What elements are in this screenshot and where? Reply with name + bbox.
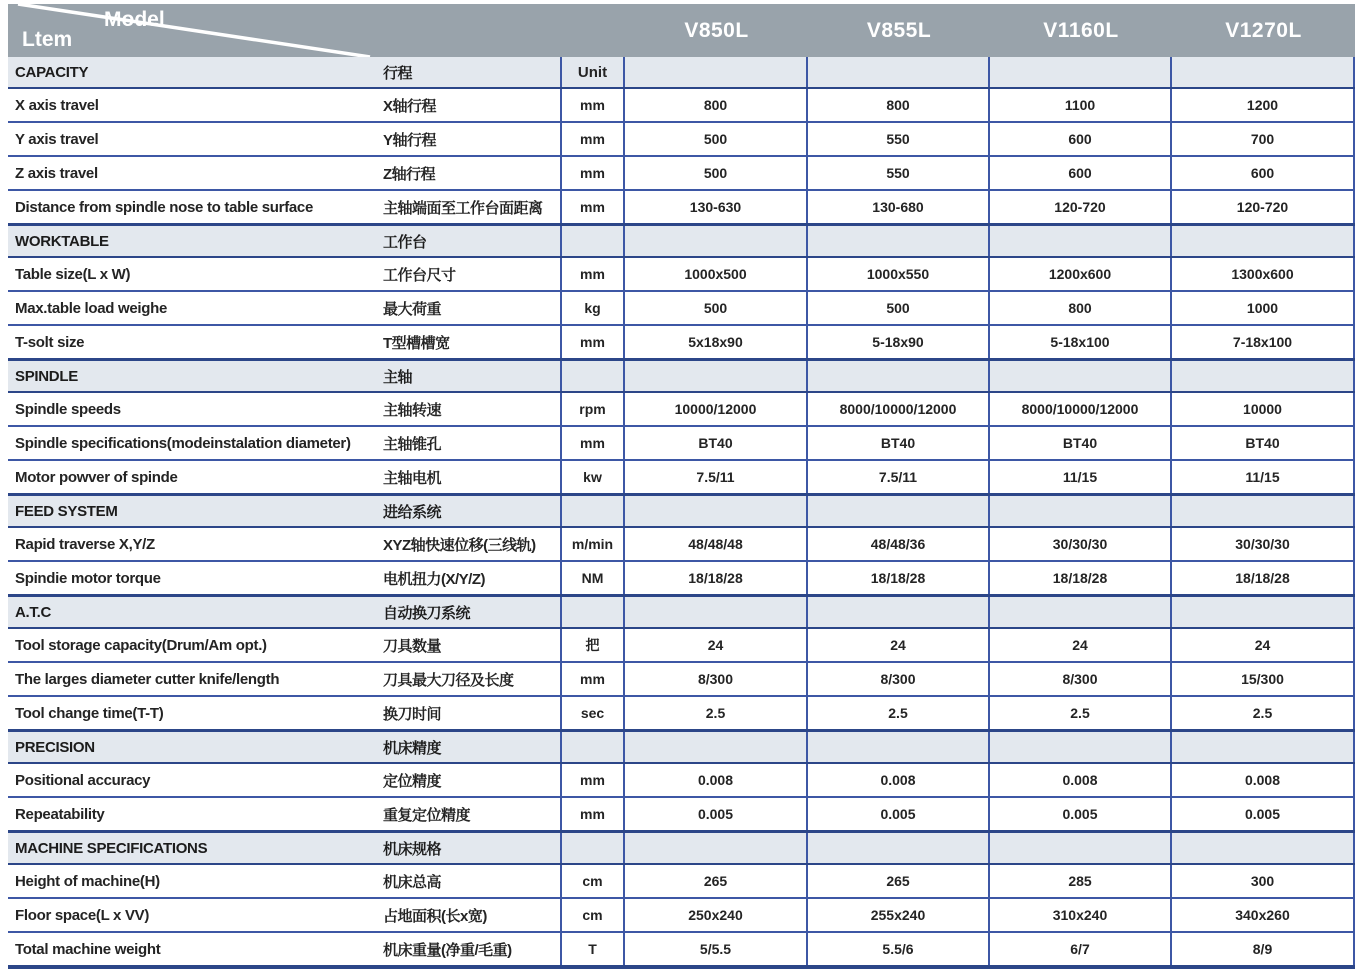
section-title-en: FEED SYSTEM bbox=[15, 502, 118, 520]
spec-value: BT40 bbox=[625, 427, 808, 459]
spec-value: 18/18/28 bbox=[990, 562, 1172, 594]
section-empty-cell bbox=[808, 496, 990, 526]
section-empty-cell bbox=[808, 361, 990, 391]
spec-row bbox=[8, 661, 1355, 695]
spec-name-en: Positional accuracy bbox=[15, 771, 151, 789]
spec-name-en: Max.table load weighe bbox=[15, 299, 168, 317]
spec-value: 8000/10000/12000 bbox=[808, 393, 990, 425]
section-empty-cell bbox=[625, 496, 808, 526]
unit-column-header bbox=[560, 597, 625, 627]
spec-value: 7-18x100 bbox=[1172, 326, 1355, 358]
spec-row bbox=[8, 425, 1355, 459]
spec-name-zh: 定位精度 bbox=[383, 772, 442, 790]
section-empty-cell bbox=[990, 361, 1172, 391]
section-header-row bbox=[8, 57, 1355, 89]
spec-name-en: Distance from spindle nose to table surface bbox=[15, 198, 314, 216]
section-empty-cell bbox=[625, 57, 808, 87]
spec-value: 1200 bbox=[1172, 89, 1355, 121]
spec-value: 0.008 bbox=[625, 764, 808, 796]
section-empty-cell bbox=[1172, 597, 1355, 627]
spec-name-en: Table size(L x W) bbox=[15, 265, 131, 283]
spec-name-en: X axis travel bbox=[15, 96, 99, 114]
model-header-band bbox=[8, 4, 1355, 57]
section-title-zh: 机床精度 bbox=[383, 739, 442, 757]
spec-value: 600 bbox=[990, 123, 1172, 155]
section-title-zh: 机床规格 bbox=[383, 840, 442, 858]
section-empty-cell bbox=[990, 732, 1172, 762]
section-empty-cell bbox=[625, 732, 808, 762]
spec-value: 550 bbox=[808, 157, 990, 189]
spec-row bbox=[8, 121, 1355, 155]
table-bottom-border bbox=[8, 965, 1355, 969]
spec-name-en: Rapid traverse X,Y/Z bbox=[15, 535, 155, 553]
spec-unit: mm bbox=[560, 798, 625, 830]
unit-column-header: Unit bbox=[560, 57, 625, 87]
spec-row bbox=[8, 324, 1355, 358]
unit-column-header bbox=[560, 496, 625, 526]
spec-name-en: T-solt size bbox=[15, 333, 85, 351]
section-empty-cell bbox=[1172, 226, 1355, 256]
unit-column-header bbox=[560, 833, 625, 863]
spec-name-zh: 主轴转速 bbox=[383, 401, 442, 419]
spec-unit: sec bbox=[560, 697, 625, 729]
spec-name-zh: X轴行程 bbox=[383, 97, 437, 115]
spec-row bbox=[8, 393, 1355, 425]
spec-value: 500 bbox=[625, 292, 808, 324]
section-empty-cell bbox=[990, 496, 1172, 526]
spec-name-zh: 主轴电机 bbox=[383, 469, 442, 487]
section-empty-cell bbox=[625, 226, 808, 256]
spec-unit: kw bbox=[560, 461, 625, 493]
spec-unit: kg bbox=[560, 292, 625, 324]
spec-value: 5-18x100 bbox=[990, 326, 1172, 358]
spec-value: 0.005 bbox=[1172, 798, 1355, 830]
spec-value: 1300x600 bbox=[1172, 258, 1355, 290]
section-empty-cell bbox=[808, 597, 990, 627]
spec-value: 6/7 bbox=[990, 933, 1172, 965]
spec-value: 255x240 bbox=[808, 899, 990, 931]
spec-value: 800 bbox=[625, 89, 808, 121]
spec-table bbox=[8, 4, 1355, 969]
spec-value: 700 bbox=[1172, 123, 1355, 155]
spec-name-en: Total machine weight bbox=[15, 940, 161, 958]
spec-unit: mm bbox=[560, 326, 625, 358]
spec-name-en: Repeatability bbox=[15, 805, 105, 823]
unit-column-header bbox=[560, 226, 625, 256]
spec-value: 0.008 bbox=[808, 764, 990, 796]
spec-name-zh: XYZ轴快速位移(三线轨) bbox=[383, 536, 536, 554]
spec-row bbox=[8, 528, 1355, 560]
spec-name-en: Spindie motor torque bbox=[15, 569, 161, 587]
section-header-row bbox=[8, 223, 1355, 258]
spec-value: 130-680 bbox=[808, 191, 990, 223]
spec-value: 18/18/28 bbox=[808, 562, 990, 594]
spec-value: 24 bbox=[1172, 629, 1355, 661]
spec-value: 10000 bbox=[1172, 393, 1355, 425]
spec-value: 24 bbox=[990, 629, 1172, 661]
section-title-en: CAPACITY bbox=[15, 63, 89, 81]
spec-name-zh: 换刀时间 bbox=[383, 705, 442, 723]
spec-value: BT40 bbox=[990, 427, 1172, 459]
spec-value: 250x240 bbox=[625, 899, 808, 931]
spec-value: 30/30/30 bbox=[990, 528, 1172, 560]
spec-unit: m/min bbox=[560, 528, 625, 560]
spec-value: 48/48/36 bbox=[808, 528, 990, 560]
section-title-zh: 工作台 bbox=[383, 233, 427, 251]
spec-row bbox=[8, 865, 1355, 897]
spec-value: 1000x550 bbox=[808, 258, 990, 290]
section-empty-cell bbox=[808, 833, 990, 863]
spec-value: 1200x600 bbox=[990, 258, 1172, 290]
spec-name-zh: 机床重量(净重/毛重) bbox=[383, 941, 512, 959]
spec-value: 120-720 bbox=[1172, 191, 1355, 223]
spec-value: 2.5 bbox=[990, 697, 1172, 729]
section-empty-cell bbox=[625, 361, 808, 391]
section-empty-cell bbox=[1172, 732, 1355, 762]
spec-unit: mm bbox=[560, 157, 625, 189]
spec-row bbox=[8, 189, 1355, 223]
spec-value: 5.5/6 bbox=[808, 933, 990, 965]
spec-value: 0.005 bbox=[625, 798, 808, 830]
spec-name-en: Y axis travel bbox=[15, 130, 99, 148]
spec-value: 0.008 bbox=[1172, 764, 1355, 796]
spec-name-zh: 主轴锥孔 bbox=[383, 435, 442, 453]
spec-value: 0.005 bbox=[808, 798, 990, 830]
spec-value: BT40 bbox=[1172, 427, 1355, 459]
spec-value: 5/5.5 bbox=[625, 933, 808, 965]
spec-value: 120-720 bbox=[990, 191, 1172, 223]
spec-value: 8/300 bbox=[625, 663, 808, 695]
spec-value: 5-18x90 bbox=[808, 326, 990, 358]
model-name-v850l: V850L bbox=[684, 18, 749, 42]
spec-value: 15/300 bbox=[1172, 663, 1355, 695]
spec-value: 8/9 bbox=[1172, 933, 1355, 965]
spec-unit: mm bbox=[560, 427, 625, 459]
spec-value: 2.5 bbox=[1172, 697, 1355, 729]
spec-value: 2.5 bbox=[808, 697, 990, 729]
spec-unit: mm bbox=[560, 191, 625, 223]
spec-value: 600 bbox=[990, 157, 1172, 189]
spec-value: 1100 bbox=[990, 89, 1172, 121]
spec-name-zh: 电机扭力(X/Y/Z) bbox=[383, 570, 485, 588]
section-header-row bbox=[8, 493, 1355, 528]
spec-row bbox=[8, 629, 1355, 661]
spec-value: 8/300 bbox=[990, 663, 1172, 695]
spec-name-zh: T型槽槽宽 bbox=[383, 334, 450, 352]
spec-value: 500 bbox=[625, 123, 808, 155]
spec-value: 0.008 bbox=[990, 764, 1172, 796]
corner-label-item: Ltem bbox=[22, 28, 73, 51]
spec-value: 10000/12000 bbox=[625, 393, 808, 425]
spec-value: 800 bbox=[808, 89, 990, 121]
section-empty-cell bbox=[625, 597, 808, 627]
spec-value: 24 bbox=[625, 629, 808, 661]
spec-row bbox=[8, 89, 1355, 121]
spec-value: 500 bbox=[808, 292, 990, 324]
table-body bbox=[8, 57, 1355, 965]
spec-value: 18/18/28 bbox=[1172, 562, 1355, 594]
spec-row bbox=[8, 459, 1355, 493]
section-title-en: PRECISION bbox=[15, 738, 95, 756]
spec-value: 5x18x90 bbox=[625, 326, 808, 358]
spec-name-zh: Z轴行程 bbox=[383, 165, 436, 183]
spec-name-en: Floor space(L x VV) bbox=[15, 906, 150, 924]
spec-name-zh: 重复定位精度 bbox=[383, 806, 471, 824]
section-empty-cell bbox=[990, 833, 1172, 863]
spec-value: 500 bbox=[625, 157, 808, 189]
spec-name-en: The larges diameter cutter knife/length bbox=[15, 670, 280, 688]
model-name-v855l: V855L bbox=[866, 18, 932, 42]
section-empty-cell bbox=[990, 597, 1172, 627]
section-title-zh: 主轴 bbox=[383, 368, 413, 386]
section-empty-cell bbox=[625, 833, 808, 863]
unit-column-header bbox=[560, 732, 625, 762]
spec-value: 285 bbox=[990, 865, 1172, 897]
spec-name-en: Spindle speeds bbox=[15, 400, 121, 418]
spec-value: 550 bbox=[808, 123, 990, 155]
model-name-v1160l: V1160L bbox=[1043, 18, 1119, 42]
spec-name-en: Motor powver of spinde bbox=[15, 468, 178, 486]
spec-value: 130-630 bbox=[625, 191, 808, 223]
corner-label-model: Model bbox=[104, 8, 165, 31]
spec-value: 18/18/28 bbox=[625, 562, 808, 594]
section-empty-cell bbox=[808, 226, 990, 256]
spec-value: 8000/10000/12000 bbox=[990, 393, 1172, 425]
spec-value: 265 bbox=[625, 865, 808, 897]
spec-value: 7.5/11 bbox=[808, 461, 990, 493]
spec-row bbox=[8, 764, 1355, 796]
spec-unit: rpm bbox=[560, 393, 625, 425]
spec-value: 300 bbox=[1172, 865, 1355, 897]
spec-value: 340x260 bbox=[1172, 899, 1355, 931]
spec-unit: NM bbox=[560, 562, 625, 594]
spec-value: 1000 bbox=[1172, 292, 1355, 324]
diagonal-divider-line bbox=[8, 4, 625, 57]
spec-value: 265 bbox=[808, 865, 990, 897]
corner-cell bbox=[8, 4, 625, 57]
spec-unit: mm bbox=[560, 764, 625, 796]
spec-unit: mm bbox=[560, 663, 625, 695]
spec-name-zh: 刀具最大刀径及长度 bbox=[383, 671, 514, 689]
spec-row bbox=[8, 290, 1355, 324]
spec-value: 800 bbox=[990, 292, 1172, 324]
spec-unit: T bbox=[560, 933, 625, 965]
unit-column-header bbox=[560, 361, 625, 391]
spec-value: 0.005 bbox=[990, 798, 1172, 830]
spec-name-zh: Y轴行程 bbox=[383, 131, 437, 149]
spec-name-zh: 刀具数量 bbox=[383, 637, 442, 655]
spec-value: 1000x500 bbox=[625, 258, 808, 290]
spec-value: 11/15 bbox=[990, 461, 1172, 493]
spec-name-zh: 主轴端面至工作台面距离 bbox=[383, 199, 543, 217]
section-header-row bbox=[8, 358, 1355, 393]
section-empty-cell bbox=[1172, 57, 1355, 87]
spec-unit: mm bbox=[560, 123, 625, 155]
section-title-en: WORKTABLE bbox=[15, 232, 109, 250]
section-empty-cell bbox=[990, 57, 1172, 87]
spec-row bbox=[8, 897, 1355, 931]
section-header-row bbox=[8, 594, 1355, 629]
spec-name-zh: 机床总高 bbox=[383, 873, 442, 891]
section-title-zh: 进给系统 bbox=[383, 503, 442, 521]
section-empty-cell bbox=[1172, 833, 1355, 863]
spec-unit: 把 bbox=[560, 629, 625, 661]
spec-value: 8/300 bbox=[808, 663, 990, 695]
section-title-zh: 自动换刀系统 bbox=[383, 604, 471, 622]
spec-value: 2.5 bbox=[625, 697, 808, 729]
section-title-en: SPINDLE bbox=[15, 367, 78, 385]
spec-value: 600 bbox=[1172, 157, 1355, 189]
spec-name-en: Height of machine(H) bbox=[15, 872, 160, 890]
section-empty-cell bbox=[808, 57, 990, 87]
spec-row bbox=[8, 931, 1355, 965]
section-title-en: A.T.C bbox=[15, 603, 52, 621]
spec-unit: cm bbox=[560, 899, 625, 931]
spec-row bbox=[8, 695, 1355, 729]
section-empty-cell bbox=[1172, 496, 1355, 526]
section-header-row bbox=[8, 729, 1355, 764]
spec-unit: mm bbox=[560, 258, 625, 290]
spec-row bbox=[8, 155, 1355, 189]
spec-value: 30/30/30 bbox=[1172, 528, 1355, 560]
spec-name-en: Tool change time(T-T) bbox=[15, 704, 164, 722]
spec-value: 7.5/11 bbox=[625, 461, 808, 493]
spec-name-en: Spindle specifications(modeinstalation diameter) bbox=[15, 434, 351, 452]
spec-unit: cm bbox=[560, 865, 625, 897]
spec-row bbox=[8, 560, 1355, 594]
section-title-en: MACHINE SPECIFICATIONS bbox=[15, 839, 208, 857]
model-name-v1270l: V1270L bbox=[1225, 18, 1302, 42]
spec-value: BT40 bbox=[808, 427, 990, 459]
section-empty-cell bbox=[808, 732, 990, 762]
spec-name-zh: 最大荷重 bbox=[383, 300, 442, 318]
section-header-row bbox=[8, 830, 1355, 865]
spec-unit: mm bbox=[560, 89, 625, 121]
spec-value: 11/15 bbox=[1172, 461, 1355, 493]
spec-name-en: Z axis travel bbox=[15, 164, 98, 182]
spec-value: 24 bbox=[808, 629, 990, 661]
spec-value: 48/48/48 bbox=[625, 528, 808, 560]
section-empty-cell bbox=[990, 226, 1172, 256]
spec-name-zh: 占地面积(长x宽) bbox=[383, 907, 487, 925]
spec-value: 310x240 bbox=[990, 899, 1172, 931]
section-title-zh: 行程 bbox=[383, 64, 413, 82]
spec-name-en: Tool storage capacity(Drum/Am opt.) bbox=[15, 636, 267, 654]
spec-row bbox=[8, 796, 1355, 830]
spec-row bbox=[8, 258, 1355, 290]
spec-name-zh: 工作台尺寸 bbox=[383, 266, 456, 284]
section-empty-cell bbox=[1172, 361, 1355, 391]
